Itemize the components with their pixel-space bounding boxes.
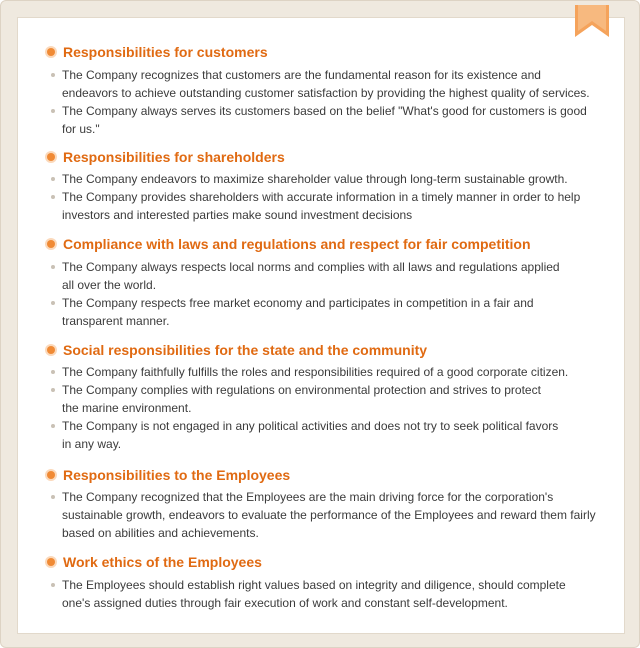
list-item [47, 488, 607, 542]
item-bullet-icon [51, 301, 55, 305]
list-item-text: The Company faithfully fulfills the roles and responsibilities required of a good corporate citizen. [62, 365, 569, 379]
section-heading [47, 234, 607, 254]
item-bullet-icon [51, 370, 55, 374]
list-item-text: The Company always serves its customers based on the belief "What's good for customers is good for us." [62, 104, 587, 136]
section-heading-text: Responsibilities for customers [63, 44, 268, 60]
list-item-text: The Company respects free market economy and participates in competition in a fair and transparent manner. [62, 296, 534, 328]
section-heading [47, 340, 607, 360]
list-item [47, 258, 607, 294]
item-bullet-icon [51, 583, 55, 587]
list-item-text: The Company complies with regulations on environmental protection and strives to protect the marine environment. [62, 383, 541, 415]
heading-bullet-icon [47, 153, 55, 161]
item-bullet-icon [51, 73, 55, 77]
section-heading-text: Responsibilities for shareholders [63, 149, 285, 165]
section-heading [47, 147, 607, 167]
list-item [47, 381, 607, 417]
list-item [47, 188, 607, 224]
item-bullet-icon [51, 424, 55, 428]
heading-bullet-icon [47, 346, 55, 354]
heading-bullet-icon [47, 471, 55, 479]
section-customers [47, 42, 607, 138]
list-item-text: The Company always respects local norms and complies with all laws and regulations applied all over the world. [62, 260, 560, 292]
list-item [47, 102, 607, 138]
item-bullet-icon [51, 109, 55, 113]
item-bullet-icon [51, 495, 55, 499]
list-item [47, 294, 607, 330]
section-employees [47, 465, 607, 542]
section-social [47, 340, 607, 453]
section-heading [47, 552, 607, 572]
item-bullet-icon [51, 177, 55, 181]
bookmark-ribbon-icon [575, 5, 609, 39]
section-heading [47, 42, 607, 62]
section-heading-text: Work ethics of the Employees [63, 554, 262, 570]
section-compliance [47, 234, 607, 330]
item-bullet-icon [51, 388, 55, 392]
list-item-text: The Company recognized that the Employees are the main driving force for the corporation's sustainable growth, endeavors to evaluate the performance of the Employees and reward them fairly based on abilities and achievements. [62, 490, 596, 540]
heading-bullet-icon [47, 240, 55, 248]
list-item [47, 66, 607, 102]
list-item-text: The Company endeavors to maximize shareholder value through long-term sustainable growth. [62, 172, 568, 186]
list-item-text: The Company provides shareholders with accurate information in a timely manner in order to help investors and interested parties make sound investment decisions [62, 190, 581, 222]
list-item-text: The Employees should establish right values based on integrity and diligence, should complete one's assigned duties through fair execution of work and constant self-development. [62, 578, 566, 610]
list-item [47, 170, 607, 188]
list-item [47, 576, 607, 612]
section-heading [47, 465, 607, 485]
item-bullet-icon [51, 195, 55, 199]
heading-bullet-icon [47, 48, 55, 56]
list-item [47, 417, 607, 453]
section-heading-text: Responsibilities to the Employees [63, 467, 291, 483]
section-heading-text: Compliance with laws and regulations and respect for fair competition [63, 236, 531, 252]
section-heading-text: Social responsibilities for the state and the community [63, 342, 428, 358]
section-shareholders [47, 147, 607, 224]
heading-bullet-icon [47, 558, 55, 566]
section-work-ethics [47, 552, 607, 612]
list-item [47, 363, 607, 381]
list-item-text: The Company recognizes that customers are the fundamental reason for its existence and endeavors to achieve outstanding customer satisfaction by providing the highest quality of services. [62, 68, 590, 100]
item-bullet-icon [51, 265, 55, 269]
list-item-text: The Company is not engaged in any political activities and does not try to seek political favors in any way. [62, 419, 559, 451]
